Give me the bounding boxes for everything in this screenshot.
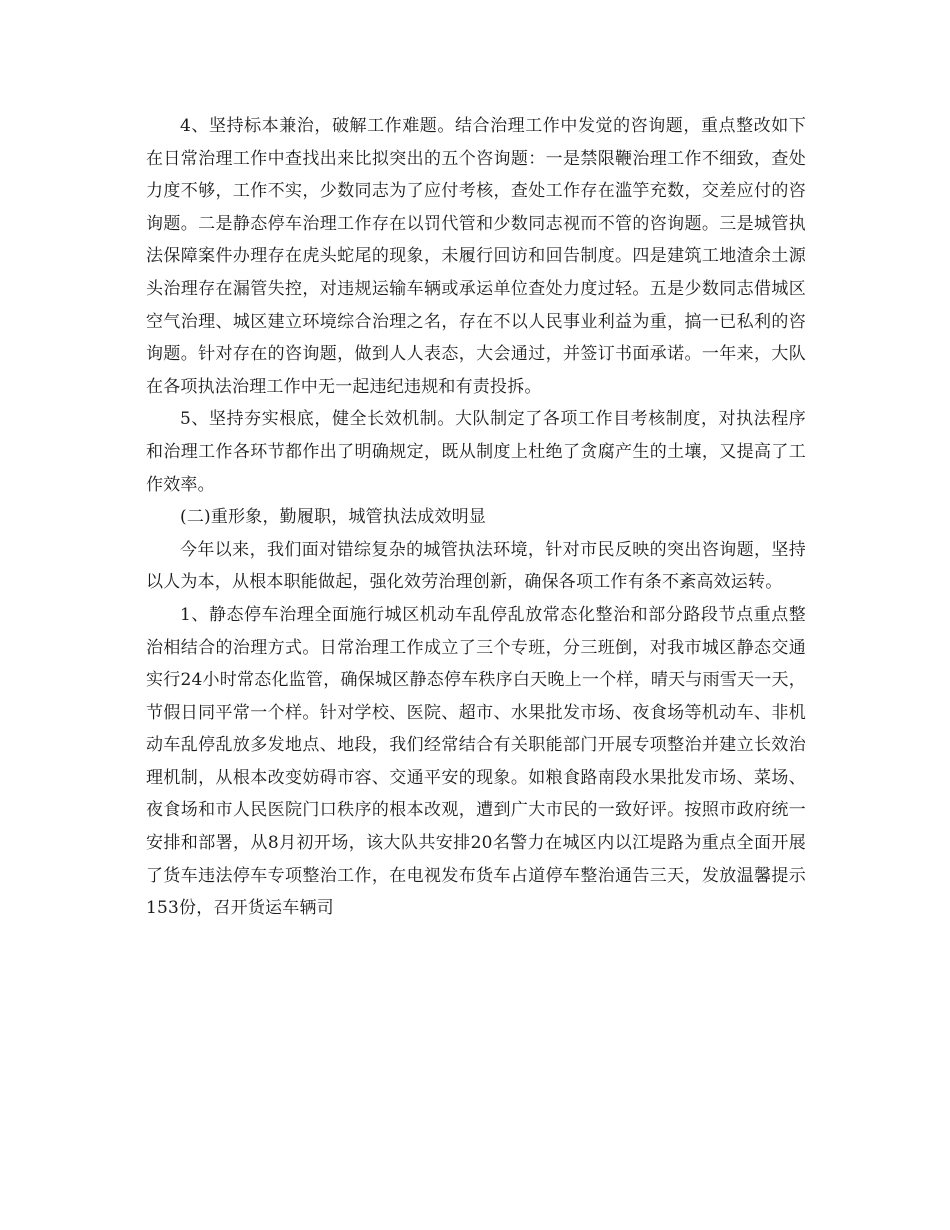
section-heading-2: (二)重形象，勤履职，城管执法成效明显 bbox=[180, 507, 487, 528]
document-body bbox=[146, 110, 806, 925]
paragraph-static-parking: 1、静态停车治理全面施行城区机动车乱停乱放常态化整治和部分路段节点重点整治相结合的治理方式。日常治理工作成立了三个专班，分三班倒，对我市城区静态交通实行24小时常态化监管，确保城区静态停车秩序白天晚上一个样，晴天与雨雪天一天，节假日同平常一个样。针对学校、医院、超市、水果批发市场、夜食场等机动车、非机动车乱停乱放多发地点、地段，我们经常结合有关职能部门开展专项整治并建立长效治理机制，从根本改变妨碍市容、交通平安的现象。如粮食路南段水果批发市场、菜场、夜食场和市人民医院门口秩序的根本改观，遭到广大市民的一致好评。按照市政府统一安排和部署，从8月初开场，该大队共安排20名警力在城区内以江堤路为重点全面开展了货车违法停车专项整治工作，在电视发布货车占道停车整治通告三天，发放温馨提示153份，召开货运车辆司 bbox=[146, 604, 806, 919]
paragraph-item-4: 4、坚持标本兼治，破解工作难题。结合治理工作中发觉的咨询题，重点整改如下在日常治理工作中查找出来比拟突出的五个咨询题：一是禁限鞭治理工作不细致，查处力度不够，工作不实，少数同志为了应付考核，查处工作存在滥竽充数，交差应付的咨询题。二是静态停车治理工作存在以罚代管和少数同志视而不管的咨询题。三是城管执法保障案件办理存在虎头蛇尾的现象，未履行回访和回告制度。四是建筑工地渣余土源头治理存在漏管失控，对违规运输车辆或承运单位查处力度过轻。五是少数同志借城区空气治理、城区建立环境综合治理之名，存在不以人民事业利益为重，搞一已私利的咨询题。针对存在的咨询题，做到人人表态，大会通过，并签订书面承诺。一年来，大队在各项执法治理工作中无一起违纪违规和有责投拆。 bbox=[146, 116, 806, 397]
paragraph-item-5: 5、坚持夯实根底，健全长效机制。大队制定了各项工作目考核制度，对执法程序和治理工作各环节都作出了明确规定，既从制度上杜绝了贪腐产生的土壤，又提高了工作效率。 bbox=[146, 409, 806, 495]
section-intro-paragraph: 今年以来，我们面对错综复杂的城管执法环境，针对市民反映的突出咨询题，坚持以人为本，从根本职能做起，强化效劳治理创新，确保各项工作有条不紊高效运转。 bbox=[146, 539, 806, 593]
